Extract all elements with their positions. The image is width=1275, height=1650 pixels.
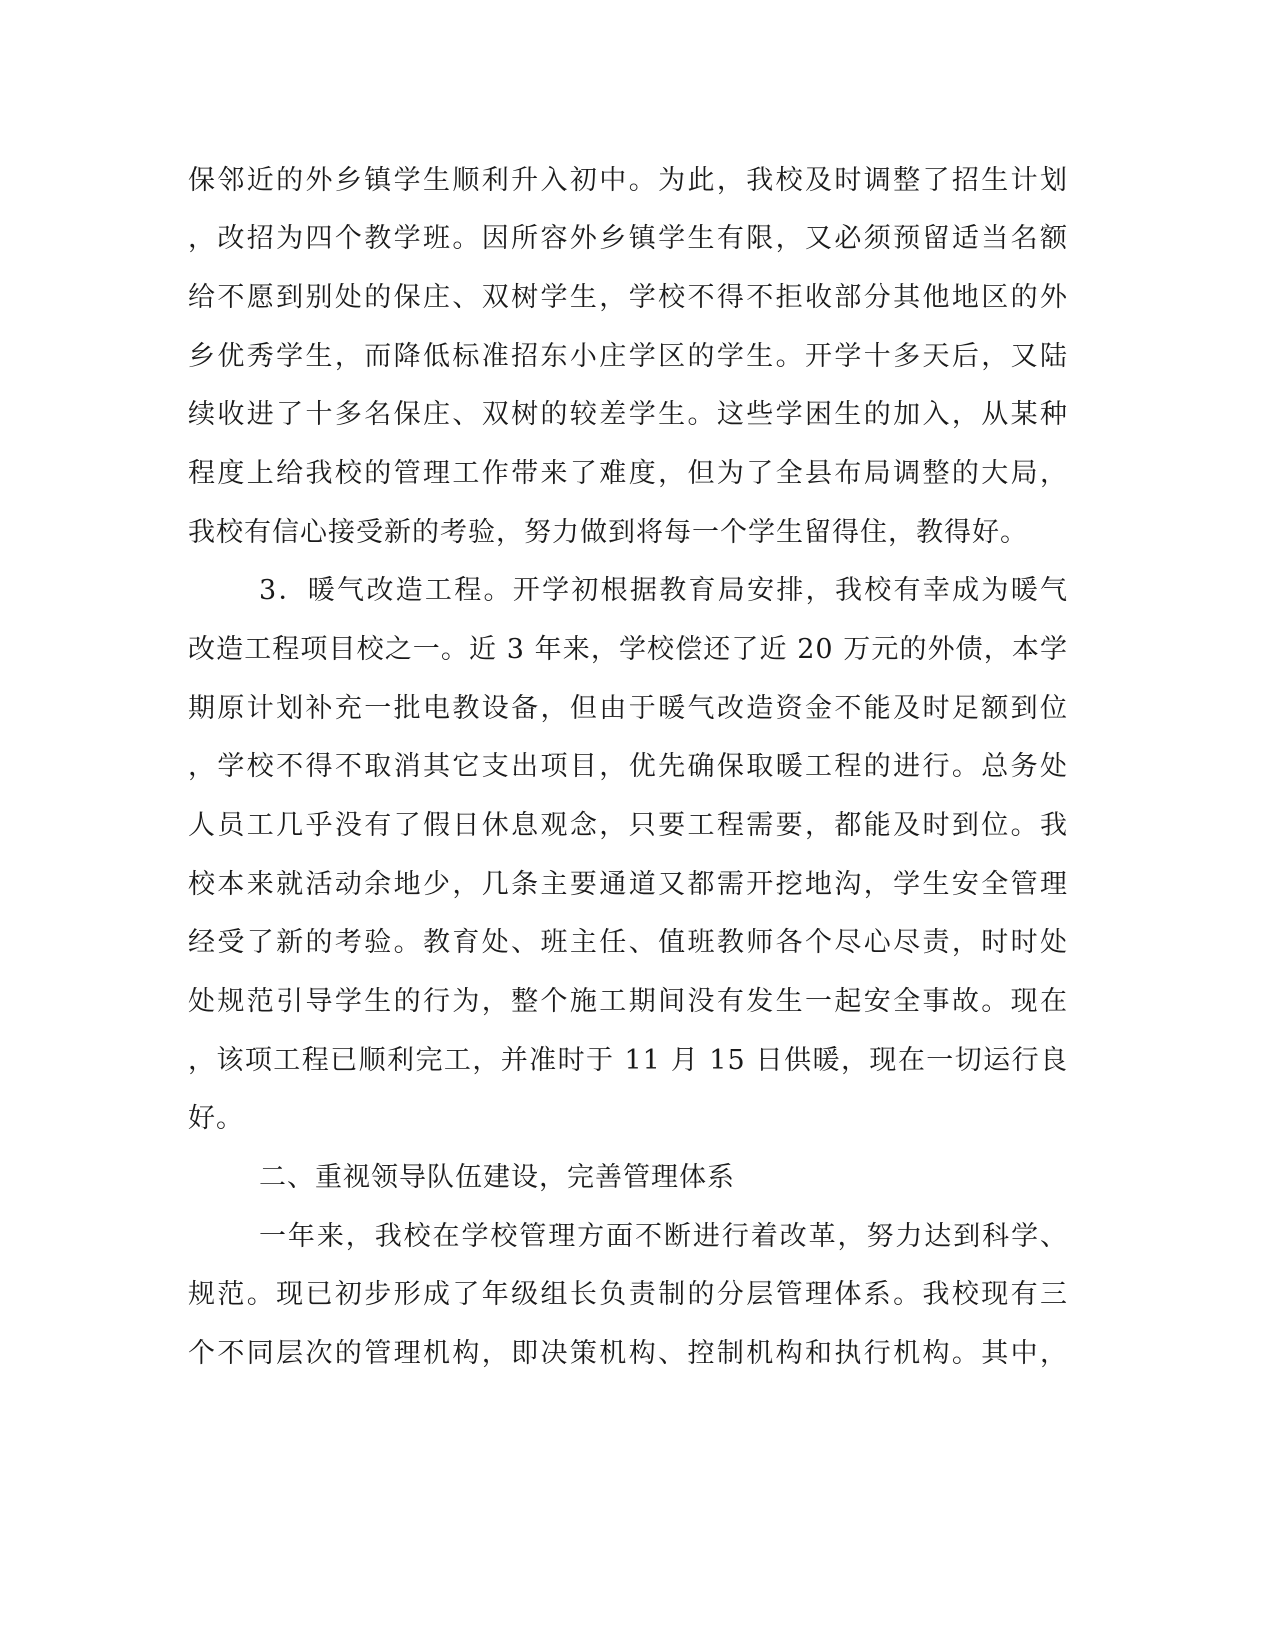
text-line: 程度上给我校的管理工作带来了难度，但为了全县布局调整的大局， <box>188 458 1068 489</box>
text-line: 我校有信心接受新的考验，努力做到将每一个学生留得住，教得好。 <box>188 517 1028 548</box>
text-line: 好。 <box>188 1103 244 1134</box>
section-title-2: 二、重视领导队伍建设，完善管理体系 <box>259 1162 735 1193</box>
text-line: 处规范引导学生的行为，整个施工期间没有发生一起安全事故。现在 <box>188 986 1068 1017</box>
text-line: 改造工程项目校之一。近 3 年来，学校偿还了近 20 万元的外债，本学 <box>188 634 1068 665</box>
text-line: 给不愿到别处的保庄、双树学生，学校不得不拒收部分其他地区的外 <box>188 282 1068 313</box>
text-line: 乡优秀学生，而降低标准招东小庄学区的学生。开学十多天后，又陆 <box>188 341 1068 372</box>
text-line: 校本来就活动余地少，几条主要通道又都需开挖地沟，学生安全管理 <box>188 869 1068 900</box>
text-line: 期原计划补充一批电教设备，但由于暖气改造资金不能及时足额到位 <box>188 693 1068 724</box>
text-line: 个不同层次的管理机构，即决策机构、控制机构和执行机构。其中， <box>188 1338 1068 1369</box>
text-line: 规范。现已初步形成了年级组长负责制的分层管理体系。我校现有三 <box>188 1279 1068 1310</box>
text-line: 保邻近的外乡镇学生顺利升入初中。为此，我校及时调整了招生计划 <box>188 165 1068 196</box>
text-line: 续收进了十多名保庄、双树的较差学生。这些学困生的加入，从某种 <box>188 399 1068 430</box>
section-heading-3: 3．暖气改造工程。开学初根据教育局安排，我校有幸成为暖气 <box>259 575 1068 606</box>
text-line: ，改招为四个教学班。因所容外乡镇学生有限，又必须预留适当名额 <box>188 223 1068 254</box>
text-line: 经受了新的考验。教育处、班主任、值班教师各个尽心尽责，时时处 <box>188 927 1068 958</box>
text-line: 人员工几乎没有了假日休息观念，只要工程需要，都能及时到位。我 <box>188 810 1068 841</box>
text-line: ，该项工程已顺利完工，并准时于 11 月 15 日供暖，现在一切运行良 <box>188 1045 1068 1076</box>
text-line: ，学校不得不取消其它支出项目，优先确保取暖工程的进行。总务处 <box>188 751 1068 782</box>
paragraph-start: 一年来，我校在学校管理方面不断进行着改革，努力达到科学、 <box>259 1221 1068 1252</box>
